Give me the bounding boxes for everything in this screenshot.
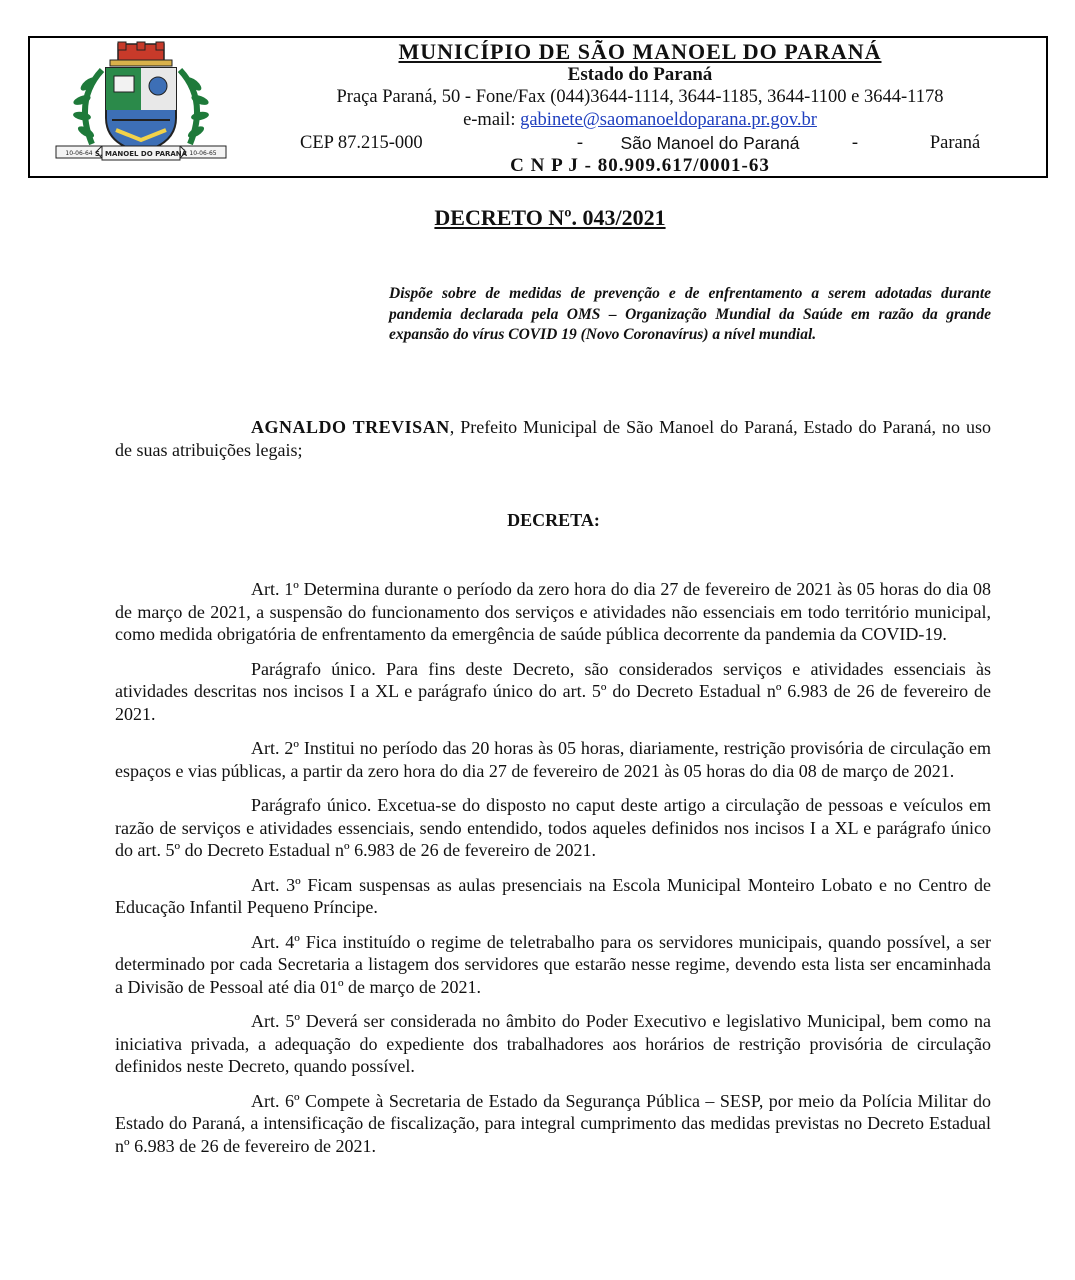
decreta-heading: DECRETA: bbox=[507, 510, 600, 530]
letterhead bbox=[28, 36, 1048, 178]
article-2-paragraph: Parágrafo único. Excetua-se do disposto no caput deste artigo a circulação de pessoas e veículos em razão de serviços e atividades essenciais, sendo entendido, todos aqueles definidos nos incisos I a XL e parágrafo único do art. 5º do Decreto Estadual nº 6.983 de 26 de fevereiro de 2021. bbox=[115, 795, 991, 860]
article-3: Art. 3º Ficam suspensas as aulas presenciais na Escola Municipal Monteiro Lobato e no Centro de Educação Infantil Pequeno Príncipe. bbox=[115, 874, 991, 917]
article-1-paragraph: Parágrafo único. Para fins deste Decreto, são considerados serviços e atividades essenciais às atividades descritas nos incisos I a XL e parágrafo único do art. 5º do Decreto Estadual nº 6.983 de 26 de fevereiro de 2021. bbox=[115, 658, 991, 724]
article-6: Art. 6º Compete à Secretaria de Estado da Segurança Pública – SESP, por meio da Polícia Militar do Estado do Paraná, a intensificação de fiscalização, para integral cumprimento das medidas previstas no Decreto Estadual nº 6.983 de 26 de fevereiro de 2021. bbox=[115, 1090, 991, 1156]
letterhead-text bbox=[235, 38, 1045, 177]
decree-preamble bbox=[115, 416, 991, 461]
decree-articles bbox=[115, 578, 991, 1169]
email-label: e-mail: bbox=[463, 110, 521, 130]
article-5: Art. 5º Deverá ser considerada no âmbito do Poder Executivo e legislativo Municipal, bem como na iniciativa privada, a adequação do expediente dos trabalhadores aos horários de restrição provisória de circulação definidos neste Decreto, quando possível. bbox=[115, 1011, 991, 1076]
city-name: São Manoel do Paraná bbox=[620, 133, 800, 153]
article-1: Art. 1º Determina durante o período da zero hora do dia 27 de fevereiro de 2021 às 05 horas do dia 08 de março de 2021, a suspensão do funcionamento dos serviços e atividades não essenciais em todo território municipal, como medida obrigatória de enfrentamento da emergência de saúde pública decorrente da pandemia da COVID-19. bbox=[115, 579, 991, 644]
municipal-crest-icon bbox=[52, 40, 230, 166]
article-4: Art. 4º Fica instituído o regime de teletrabalho para os servidores municipais, quando possível, a ser determinado por cada Secretaria a listagem dos servidores que estarão nesse regime, devendo esta lista ser encaminhada a Divisão de Pessoal até dia 01º de março de 2021. bbox=[115, 931, 991, 997]
cep: CEP 87.215-000 bbox=[300, 133, 423, 153]
crest-ribbon-text: S. MANOEL DO PARANÁ bbox=[94, 150, 188, 158]
cep-separator-1: - bbox=[576, 133, 584, 153]
cnpj-line: C N P J - 80.909.617/0001-63 bbox=[510, 155, 770, 176]
crest-left-date: 10-06-64 bbox=[65, 150, 93, 157]
article-2: Art. 2º Institui no período das 20 horas às 05 horas, diariamente, restrição provisória de circulação em espaços e vias públicas, a partir da zero hora do dia 27 de fevereiro de 2021 às 05 horas do dia 08 de março de 2021. bbox=[115, 738, 991, 781]
email-link[interactable]: gabinete@saomanoeldoparana.pr.gov.br bbox=[520, 110, 817, 130]
mayor-name: AGNALDO TREVISAN bbox=[251, 417, 450, 437]
decree-title: DECRETO Nº. 043/2021 bbox=[434, 205, 666, 230]
email-line bbox=[235, 109, 1045, 132]
cep-separator-2: - bbox=[851, 133, 859, 153]
cep-line bbox=[235, 132, 1045, 155]
municipality-name: MUNICÍPIO DE SÃO MANOEL DO PARANÁ bbox=[398, 39, 882, 64]
crest-right-date: 10-06-65 bbox=[189, 150, 217, 157]
preamble-text: , Prefeito Municipal de São Manoel do Paraná, Estado do Paraná, no uso de suas atribuições legais; bbox=[115, 417, 991, 460]
address-line: Praça Paraná, 50 - Fone/Fax (044)3644-1114, 3644-1185, 3644-1100 e 3644-1178 bbox=[336, 87, 944, 107]
decree-summary: Dispõe sobre de medidas de prevenção e de enfrentamento a serem adotadas durante pandemia declarada pela OMS – Organização Mundial da Saúde em razão da grande expansão do vírus COVID 19 (Novo Coronavírus) a nível mundial. bbox=[389, 285, 991, 343]
state-line: Estado do Paraná bbox=[567, 64, 713, 85]
state-name: Paraná bbox=[929, 133, 981, 153]
